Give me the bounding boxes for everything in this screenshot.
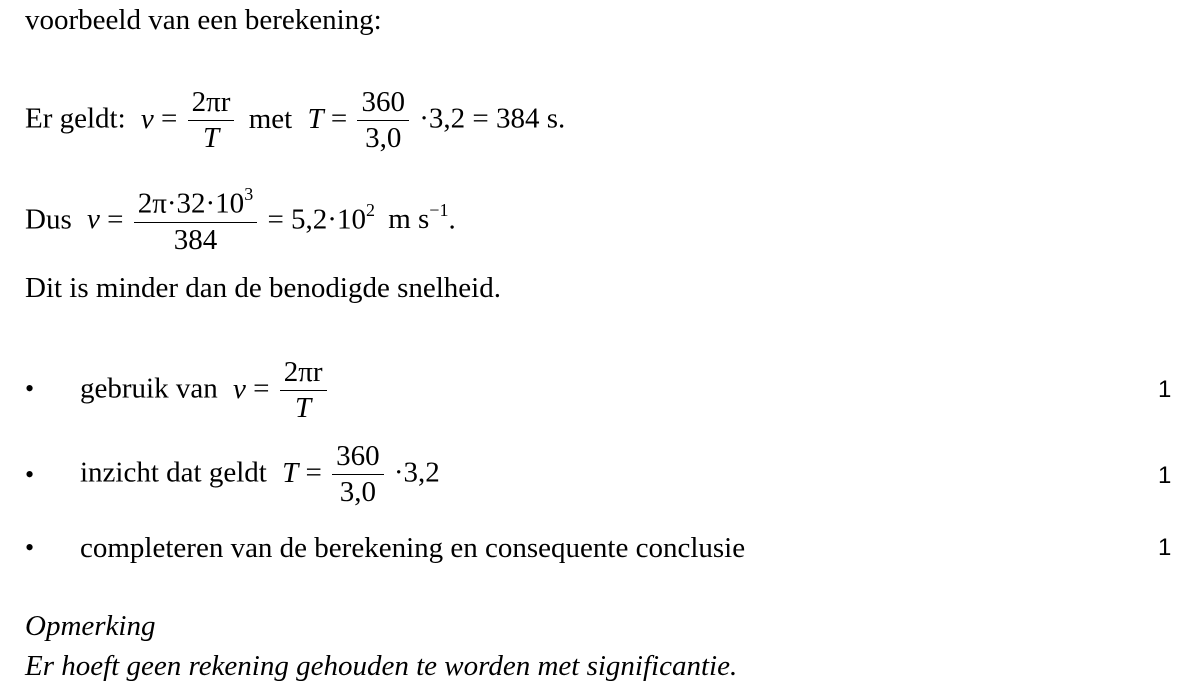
fraction-denominator: 384 (173, 224, 218, 256)
unit: m s (388, 203, 430, 236)
fraction-bar (332, 474, 384, 475)
var-T: T (282, 456, 299, 489)
fraction-numerator: 360 (336, 440, 380, 472)
prefix-dus: Dus (25, 203, 72, 236)
bullet: • (25, 533, 35, 562)
result-exponent: 2 (365, 199, 375, 220)
fraction-numerator (134, 186, 257, 221)
score-point: 1 (1158, 534, 1172, 561)
fraction-bar (134, 222, 257, 223)
fraction-bar (357, 120, 409, 121)
fraction-360-over-3 (332, 440, 384, 510)
word-met: met (248, 102, 293, 135)
fraction-denominator: 3,0 (339, 476, 376, 509)
fraction-denominator: T (295, 392, 312, 425)
var-v: v (86, 203, 100, 236)
criterion-text: completeren van de berekening en consequente conclusie (80, 532, 746, 564)
fraction-2pir-over-T (280, 356, 327, 426)
criterion-text (80, 440, 440, 510)
score-point: 1 (1158, 462, 1172, 489)
remark-text: Er hoeft geen rekening gehouden te worden met significantie. (25, 650, 738, 682)
fraction-360-over-3 (357, 86, 409, 156)
equals: = (253, 372, 270, 405)
fraction-numerator: 2πr (191, 86, 231, 118)
result-value: = 5,2·10 (267, 203, 366, 236)
criterion-label: inzicht dat geldt (80, 456, 267, 489)
calc-tail: ·3,2 (393, 456, 440, 489)
criterion-label: gebruik van (80, 372, 218, 405)
fraction-velocity (134, 186, 257, 257)
equals: = (107, 203, 124, 236)
equals: = (330, 102, 348, 135)
intro-text: voorbeeld van een berekening: (25, 4, 382, 36)
fraction-bar (188, 120, 235, 121)
formula-line-1 (25, 86, 565, 156)
fraction-2pir-over-T (188, 86, 235, 156)
prefix-er-geldt: Er geldt: (25, 102, 126, 135)
calc-tail: ·3,2 = 384 s. (419, 102, 566, 135)
numerator-base: 2π·32·10 (137, 187, 245, 220)
fraction-denominator: 3,0 (365, 122, 402, 155)
fraction-numerator: 2πr (283, 356, 323, 388)
var-v: v (232, 372, 246, 405)
var-v: v (140, 102, 154, 135)
bullet: • (25, 460, 35, 489)
remark-heading: Opmerking (25, 610, 156, 642)
line-end: . (448, 203, 456, 236)
formula-line-2 (25, 186, 456, 257)
equals: = (305, 456, 322, 489)
score-point: 1 (1158, 376, 1172, 403)
criterion-text (80, 356, 330, 426)
numerator-exponent: 3 (244, 184, 254, 204)
equals: = (161, 102, 178, 135)
fraction-denominator: T (202, 122, 220, 155)
conclusion-text: Dit is minder dan de benodigde snelheid. (25, 272, 501, 304)
unit-exponent: −1 (429, 199, 449, 220)
fraction-bar (280, 390, 327, 391)
fraction-numerator: 360 (361, 86, 405, 118)
bullet: • (25, 374, 35, 403)
var-T: T (307, 102, 324, 135)
